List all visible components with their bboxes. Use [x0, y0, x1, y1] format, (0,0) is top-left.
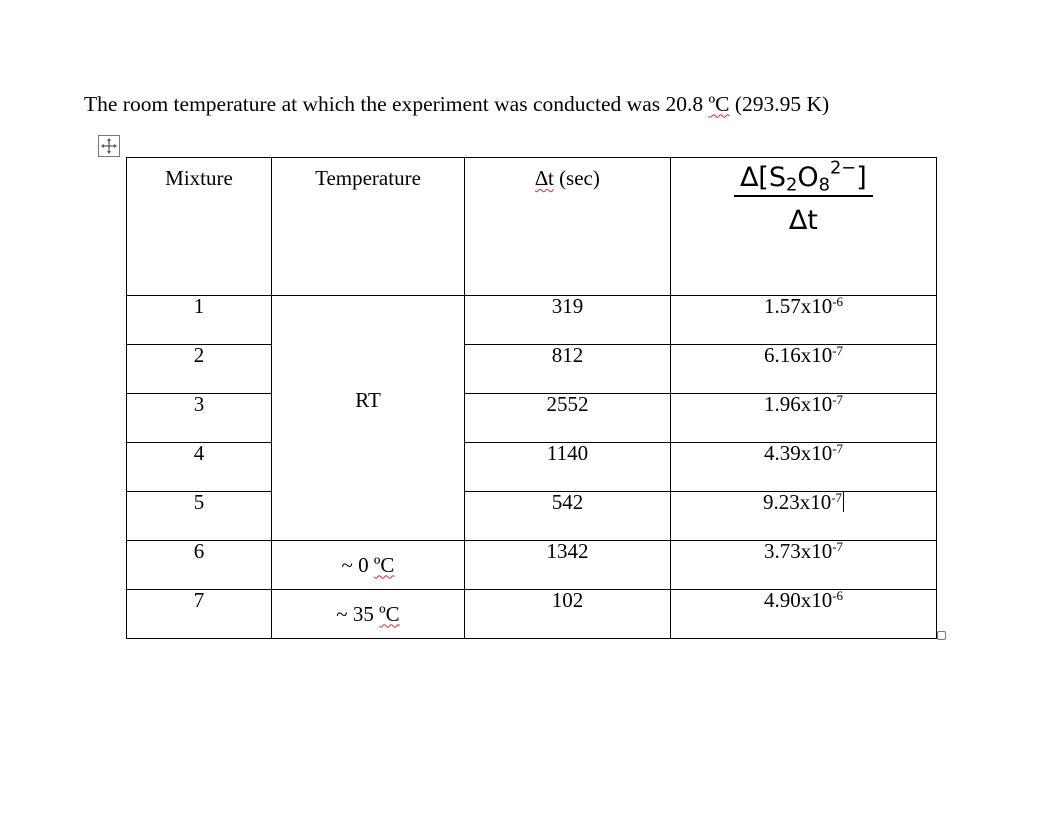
cell-dt[interactable]: 319 — [465, 296, 671, 345]
cell-temperature[interactable] — [272, 541, 465, 590]
table-resize-handle-icon[interactable] — [937, 631, 946, 640]
cell-mixture[interactable]: 1 — [127, 296, 272, 345]
cell-rate[interactable] — [671, 293, 937, 345]
rate-numerator — [738, 157, 869, 196]
cell-dt[interactable]: 2552 — [465, 394, 671, 443]
cell-dt[interactable]: 102 — [465, 590, 671, 639]
rate-mantissa: 1.96x10 — [763, 392, 833, 416]
cell-dt[interactable]: 1342 — [465, 541, 671, 590]
table-move-handle-icon[interactable] — [98, 135, 120, 157]
cell-rate[interactable] — [671, 342, 937, 394]
text-cursor — [843, 492, 844, 512]
cell-rate[interactable] — [671, 391, 937, 443]
header-delta-t-symbol: ∆t — [535, 166, 554, 190]
temp-prefix: ~ 0 — [341, 552, 374, 577]
header-row — [127, 158, 937, 296]
intro-temperature-unit: ºC — [708, 91, 730, 116]
cell-rate[interactable] — [671, 538, 937, 590]
rate-exponent: -7 — [832, 342, 844, 358]
intro-text-before: The room temperature at which the experiment was conducted was 20.8 — [84, 91, 709, 116]
header-delta-t[interactable] — [465, 158, 671, 296]
rate-num-prefix: ∆[S — [740, 162, 786, 193]
table-row — [127, 345, 937, 394]
rate-num-suffix: ] — [856, 162, 867, 193]
table-row — [127, 492, 937, 541]
rate-exponent: -7 — [832, 440, 844, 456]
rate-num-sup: 2− — [829, 157, 857, 179]
cell-temperature[interactable] — [272, 590, 465, 639]
cell-mixture[interactable]: 4 — [127, 443, 272, 492]
rate-fraction — [738, 158, 869, 234]
rate-num-sub1: 2 — [785, 174, 798, 196]
rate-denominator: ∆t — [789, 205, 818, 236]
header-mixture[interactable]: Mixture — [127, 158, 272, 296]
temp-unit: ºC — [373, 552, 395, 577]
rate-num-sub2: 8 — [818, 174, 830, 196]
table-row — [127, 443, 937, 492]
rate-mantissa: 9.23x10 — [762, 490, 832, 514]
temp-prefix: ~ 35 — [336, 601, 380, 626]
cell-dt[interactable]: 812 — [465, 345, 671, 394]
intro-sentence — [84, 92, 829, 117]
cell-dt[interactable]: 1140 — [465, 443, 671, 492]
rate-exponent: -7 — [832, 391, 844, 407]
header-temperature[interactable]: Temperature — [272, 158, 465, 296]
rate-mantissa: 4.90x10 — [763, 588, 833, 612]
table-row — [127, 541, 937, 590]
table-row — [127, 394, 937, 443]
cell-mixture[interactable]: 7 — [127, 590, 272, 639]
cell-rt[interactable]: RT — [272, 296, 465, 541]
rate-mantissa: 6.16x10 — [763, 343, 833, 367]
rate-mantissa: 3.73x10 — [763, 539, 833, 563]
rate-exponent: -6 — [832, 587, 844, 603]
rate-exponent: -7 — [831, 489, 843, 505]
results-table — [126, 157, 937, 639]
table-row — [127, 590, 937, 639]
rate-exponent: -6 — [832, 293, 844, 309]
table-row — [127, 296, 937, 345]
cell-rate[interactable] — [671, 489, 937, 541]
header-delta-t-unit: (sec) — [553, 166, 600, 190]
intro-text-after: (293.95 K) — [729, 91, 830, 116]
temp-unit: ºC — [379, 601, 400, 626]
cell-rate[interactable] — [671, 440, 937, 492]
rate-mantissa: 4.39x10 — [763, 441, 833, 465]
cell-rate[interactable] — [671, 587, 937, 639]
cell-mixture[interactable]: 6 — [127, 541, 272, 590]
cell-mixture[interactable]: 3 — [127, 394, 272, 443]
rate-mantissa: 1.57x10 — [763, 294, 833, 318]
cell-mixture[interactable]: 5 — [127, 492, 272, 541]
rate-num-mid: O — [797, 162, 819, 193]
header-rate[interactable] — [671, 158, 937, 296]
cell-dt[interactable]: 542 — [465, 492, 671, 541]
move-arrows-icon — [99, 136, 119, 156]
rate-exponent: -7 — [832, 538, 844, 554]
cell-mixture[interactable]: 2 — [127, 345, 272, 394]
